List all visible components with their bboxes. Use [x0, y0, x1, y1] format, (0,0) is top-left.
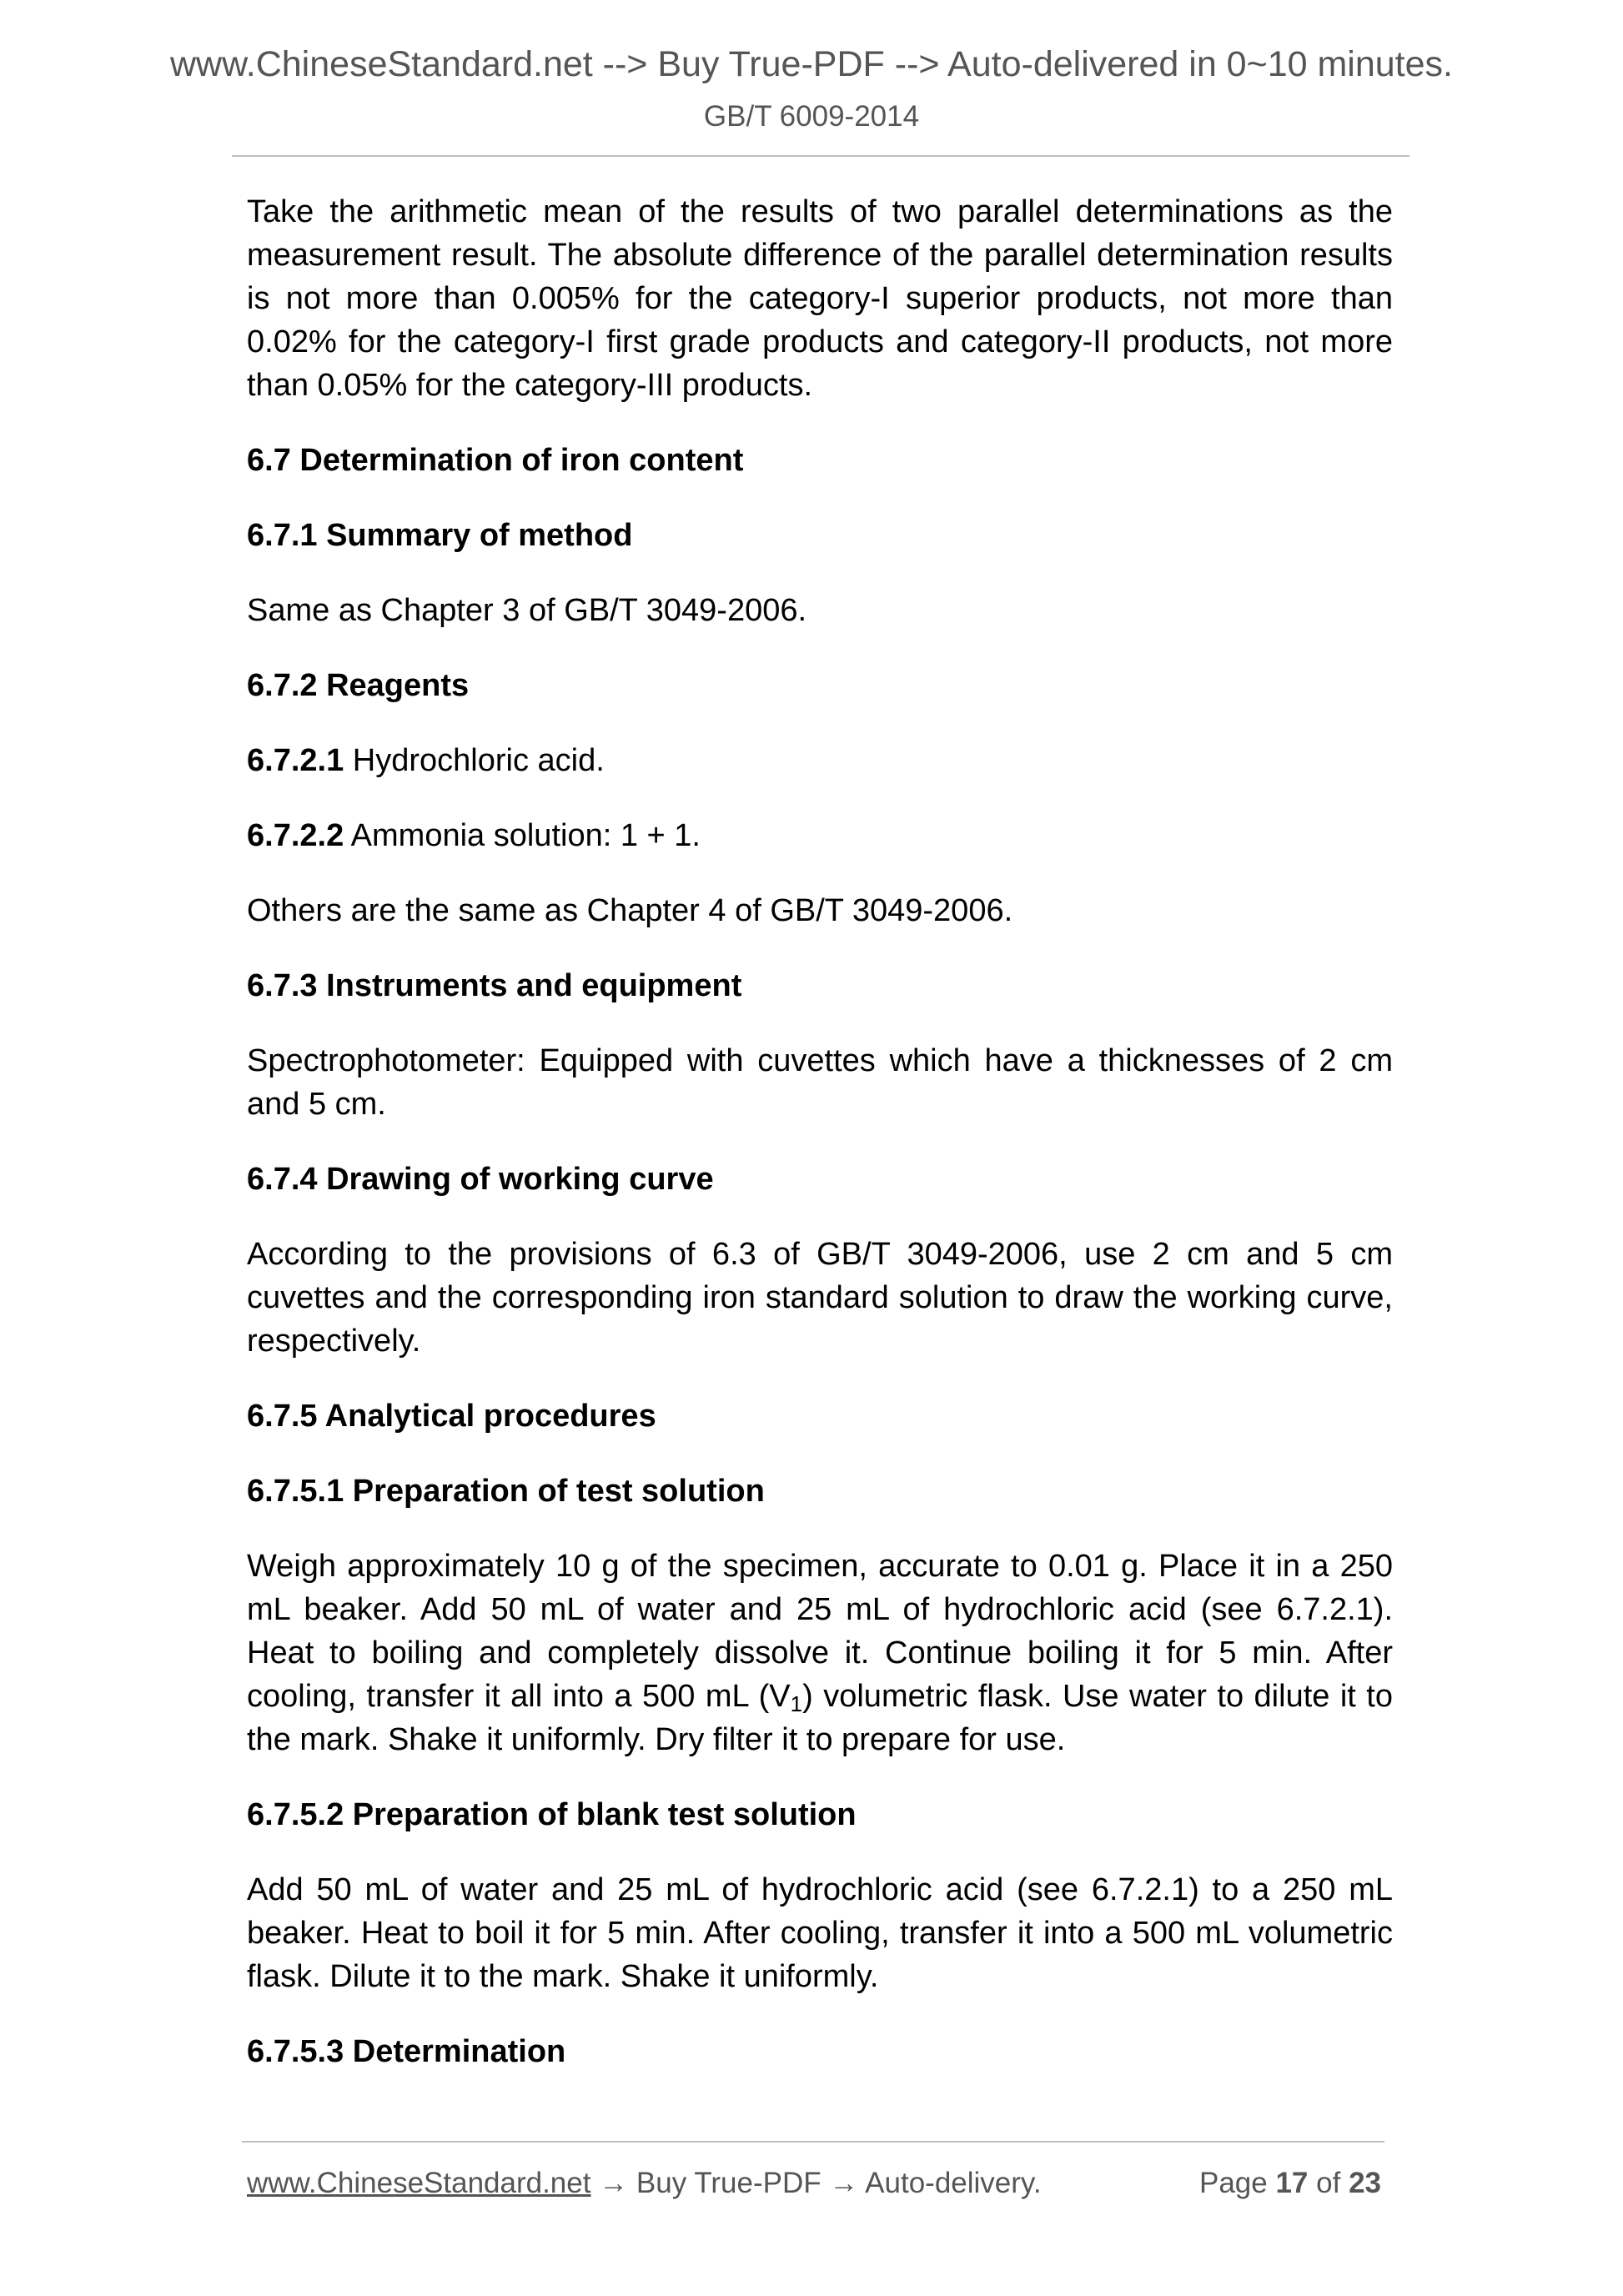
paragraph-text: Weigh approximately 10 g of the specimen, accurate to 0.01 g. Place it in a 250 mL beaker. Add 50 mL of water and 25 mL of hydrochloric acid (see 6.7.2.1). Heat to boiling and completely dissolve it. Continue boiling it for 5 min. After cooling, transfer it all into a 500 mL (V: [247, 1549, 1393, 1714]
paragraph-6-7-5-2: Add 50 mL of water and 25 mL of hydrochloric acid (see 6.7.2.1) to a 250 mL beaker. Heat to boil it for 5 min. After cooling, transfer it into a 500 mL volumetric flask. Dilute it to the mark. Shake it uniformly.: [247, 1872, 1393, 1994]
footer-promo-text: → Buy True-PDF → Auto-delivery.: [590, 2167, 1042, 2199]
header-banner: www.ChineseStandard.net --> Buy True-PDF --> Auto-delivered in 0~10 minutes.: [169, 44, 1453, 84]
reagent-item-6-7-2-1: [247, 739, 1393, 782]
subscript: 1: [790, 1691, 803, 1716]
section-heading-6-7-1: 6.7.1 Summary of method: [247, 518, 633, 553]
paragraph-text: ) volumetric flask. Use water to dilute it to the mark. Shake it uniformly. Dry filter it to prepare for use.: [247, 1679, 1393, 1757]
section-heading-6-7: 6.7 Determination of iron content: [247, 443, 744, 478]
section-heading-6-7-5-3: 6.7.5.3 Determination: [247, 2034, 566, 2069]
section-heading-6-7-2: 6.7.2 Reagents: [247, 668, 470, 703]
standard-code: GB/T 6009-2014: [703, 100, 920, 133]
reagent-text: Hydrochloric acid.: [344, 743, 605, 778]
section-heading-6-7-3: 6.7.3 Instruments and equipment: [247, 968, 742, 1003]
paragraph-6-7-4: According to the provisions of 6.3 of GB/T 3049-2006, use 2 cm and 5 cm cuvettes and the corresponding iron standard solution to draw the working curve, respectively.: [247, 1237, 1393, 1359]
footer-promo: [247, 2163, 1042, 2204]
page-of: of: [1316, 2167, 1341, 2199]
page-current: 17: [1275, 2167, 1309, 2199]
section-heading-6-7-5-1: 6.7.5.1 Preparation of test solution: [247, 1474, 765, 1509]
reagent-item-6-7-2-2: [247, 814, 1393, 857]
footer-divider: [242, 2141, 1384, 2143]
reagent-text: Ammonia solution: 1 + 1.: [344, 818, 701, 853]
page-number: [1199, 2163, 1381, 2204]
section-heading-6-7-5-2: 6.7.5.2 Preparation of blank test solution: [247, 1797, 857, 1832]
section-heading-6-7-5: 6.7.5 Analytical procedures: [247, 1399, 656, 1434]
header-divider: [232, 155, 1409, 157]
intro-paragraph: Take the arithmetic mean of the results of two parallel determinations as the measurement result. The absolute difference of the parallel determination results is not more than 0.005% for the category-I superior products, not more than 0.02% for the category-I first grade products and category-II products, not more than 0.05% for the category-III products.: [247, 194, 1393, 403]
paragraph-6-7-3: Spectrophotometer: Equipped with cuvettes which have a thicknesses of 2 cm and 5 cm.: [247, 1043, 1393, 1122]
page-label: Page: [1198, 2167, 1268, 2199]
paragraph-6-7-1: Same as Chapter 3 of GB/T 3049-2006.: [247, 593, 807, 628]
page-footer: [247, 2163, 1381, 2204]
page-total: 23: [1349, 2167, 1381, 2199]
reagent-number: 6.7.2.2: [247, 818, 344, 853]
paragraph-6-7-2-others: Others are the same as Chapter 4 of GB/T 3049-2006.: [247, 893, 1013, 928]
reagent-number: 6.7.2.1: [247, 743, 344, 778]
section-heading-6-7-4: 6.7.4 Drawing of working curve: [247, 1162, 714, 1197]
document-body: [247, 190, 1393, 2105]
paragraph-6-7-5-1: [247, 1545, 1393, 1761]
site-link[interactable]: www.ChineseStandard.net: [247, 2167, 591, 2199]
